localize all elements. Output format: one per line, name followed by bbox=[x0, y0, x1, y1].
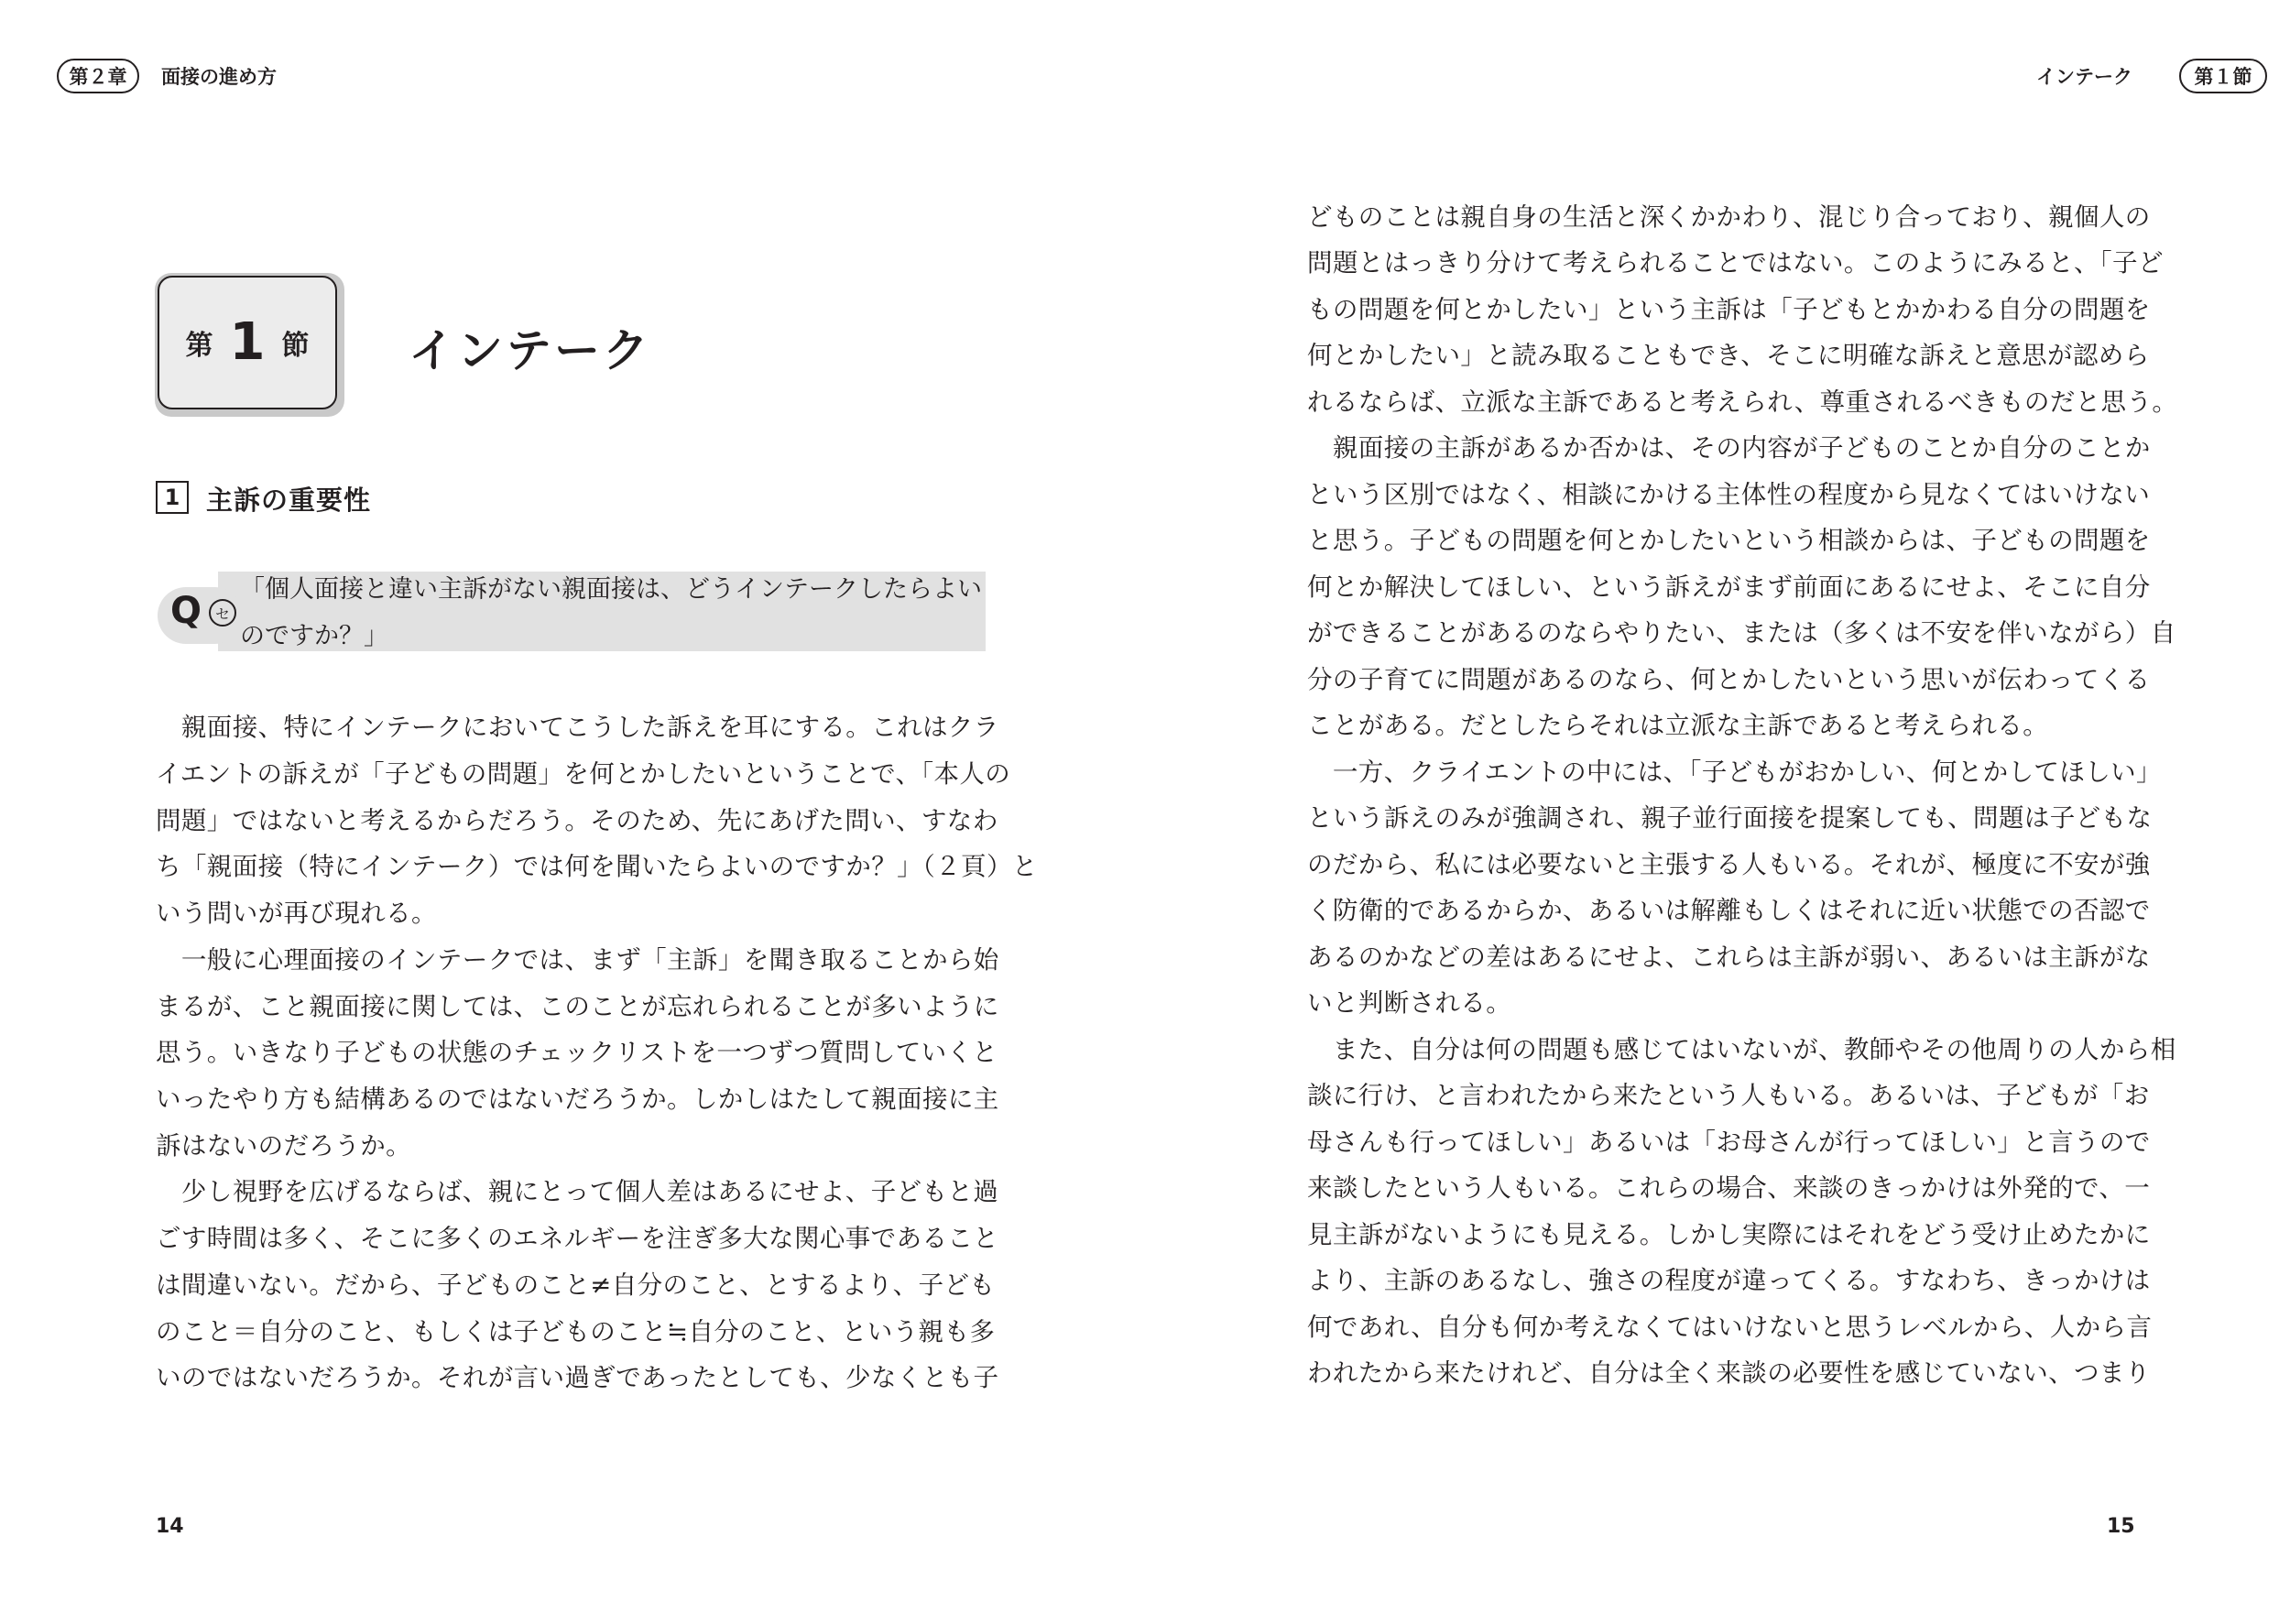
body-line: 問題とはっきり分けて考えられることではない。このようにみると、「子ど bbox=[1307, 248, 2164, 278]
body-line: のこと＝自分のこと、もしくは子どものこと≒自分のこと、という親も多 bbox=[156, 1317, 996, 1346]
body-line: と思う。子どもの問題を何とかしたいという相談からは、子どもの問題を bbox=[1307, 526, 2151, 555]
body-line: われたから来たけれど、自分は全く来談の必要性を感じていない、つまり bbox=[1307, 1358, 2151, 1388]
body-line: 母さんも行ってほしい」あるいは「お母さんが行ってほしい」と言うので bbox=[1307, 1128, 2151, 1157]
body-line: く防衛的であるからか、あるいは解離もしくはそれに近い状態での否認で bbox=[1307, 896, 2151, 925]
question-tag-icon: セ bbox=[209, 599, 236, 627]
body-line: まるが、こと親面接に関しては、このことが忘れられることが多いように bbox=[156, 992, 999, 1021]
body-line: 少し視野を広げるならば、親にとって個人差はあるにせよ、子どもと過 bbox=[156, 1177, 999, 1206]
body-line: 問題」ではないと考えるからだろう。そのため、先にあげた問い、すなわ bbox=[156, 806, 998, 835]
body-line: 一方、クライエントの中には、「子どもがおかしい、何とかしてほしい」 bbox=[1307, 758, 2162, 787]
chapter-running-title: 面接の進め方 bbox=[161, 66, 277, 88]
body-line: 訴はないのだろうか。 bbox=[156, 1131, 411, 1161]
body-line: いう問いが再び現れる。 bbox=[156, 899, 437, 928]
chapter-label-badge: 第２章 bbox=[57, 59, 139, 93]
section-running-title: インテーク bbox=[2036, 66, 2132, 88]
body-line: 何であれ、自分も何か考えなくてはいけないと思うレベルから、人から言 bbox=[1307, 1313, 2153, 1342]
body-line: もの問題を何とかしたい」という主訴は「子どもとかかわる自分の問題を bbox=[1307, 295, 2151, 324]
body-line: は間違いない。だから、子どものこと≠自分のこと、とするより、子ども bbox=[156, 1270, 996, 1300]
body-line: いったやり方も結構あるのではないだろうか。しかしはたして親面接に主 bbox=[156, 1084, 999, 1114]
subheading-title: 主訴の重要性 bbox=[206, 485, 372, 516]
body-line: いと判断される。 bbox=[1307, 988, 1512, 1018]
body-line: より、主訴のあるなし、強さの程度が違ってくる。すなわち、きっかけは bbox=[1307, 1266, 2151, 1295]
body-line: という区別ではなく、相談にかける主体性の程度から見なくてはいけない bbox=[1307, 480, 2151, 509]
section-prefix: 第 bbox=[185, 330, 213, 362]
body-line: 来談したという人もいる。これらの場合、来談のきっかけは外発的で、一 bbox=[1307, 1173, 2151, 1203]
subheading-number: 1 bbox=[156, 481, 189, 514]
section-number: 1 bbox=[229, 312, 266, 372]
body-line: 何とかしたい」と読み取ることもでき、そこに明確な訴えと意思が認めら bbox=[1307, 341, 2150, 370]
body-line: 談に行け、と言われたから来たという人もいる。あるいは、子どもが「お bbox=[1307, 1081, 2150, 1110]
page-number-right: 15 bbox=[2107, 1515, 2135, 1538]
question-letter: Q bbox=[170, 590, 202, 632]
body-line: ち「親面接（特にインテーク）では何を聞いたらよいのですか？」（２頁）と bbox=[156, 852, 1038, 881]
body-line: あるのかなどの差はあるにせよ、これらは主訴が弱い、あるいは主訴がな bbox=[1307, 943, 2151, 972]
body-line: 親面接、特にインテークにおいてこうした訴えを耳にする。これはクラ bbox=[156, 713, 999, 742]
body-line: ができることがあるのならやりたい、または（多くは不安を伴いながら）自 bbox=[1307, 618, 2176, 648]
body-line: 分の子育てに問題があるのなら、何とかしたいという思いが伝わってくる bbox=[1307, 665, 2151, 694]
question-line: のですか？」 bbox=[240, 622, 388, 650]
section-label-badge: 第１節 bbox=[2179, 59, 2267, 93]
section-title: インテーク bbox=[409, 324, 651, 377]
body-line: れるならば、立派な主訴であると考えられ、尊重されるべきものだと思う。 bbox=[1307, 387, 2178, 417]
body-line: ごす時間は多く、そこに多くのエネルギーを注ぎ多大な関心事であること bbox=[156, 1224, 999, 1253]
section-suffix: 節 bbox=[281, 330, 310, 362]
body-line: また、自分は何の問題も感じてはいないが、教師やその他周りの人から相 bbox=[1307, 1035, 2176, 1064]
body-line: 見主訴がないようにも見える。しかし実際にはそれをどう受け止めたかに bbox=[1307, 1220, 2151, 1249]
body-line: いのではないだろうか。それが言い過ぎであったとしても、少なくとも子 bbox=[156, 1363, 999, 1392]
question-line: 「個人面接と違い主訴がない親面接は、どうインテークしたらよい bbox=[240, 575, 982, 604]
body-line: という訴えのみが強調され、親子並行面接を提案しても、問題は子どもな bbox=[1307, 803, 2153, 833]
body-line: イエントの訴えが「子どもの問題」を何とかしたいということで、「本人の bbox=[156, 759, 1011, 789]
body-line: のだから、私には必要ないと主張する人もいる。それが、極度に不安が強 bbox=[1307, 850, 2151, 879]
body-line: ことがある。だとしたらそれは立派な主訴であると考えられる。 bbox=[1307, 711, 2049, 740]
page-number-left: 14 bbox=[156, 1515, 184, 1538]
section-number-box bbox=[158, 276, 337, 409]
body-line: 何とか解決してほしい、という訴えがまず前面にあるにせよ、そこに自分 bbox=[1307, 572, 2151, 602]
body-line: 親面接の主訴があるか否かは、その内容が子どものことか自分のことか bbox=[1307, 433, 2151, 463]
body-line: 思う。いきなり子どもの状態のチェックリストを一つずつ質問していくと bbox=[156, 1038, 998, 1067]
body-line: 一般に心理面接のインテークでは、まず「主訴」を聞き取ることから始 bbox=[156, 945, 999, 975]
body-line: どものことは親自身の生活と深くかかわり、混じり合っており、親個人の bbox=[1307, 202, 2151, 232]
